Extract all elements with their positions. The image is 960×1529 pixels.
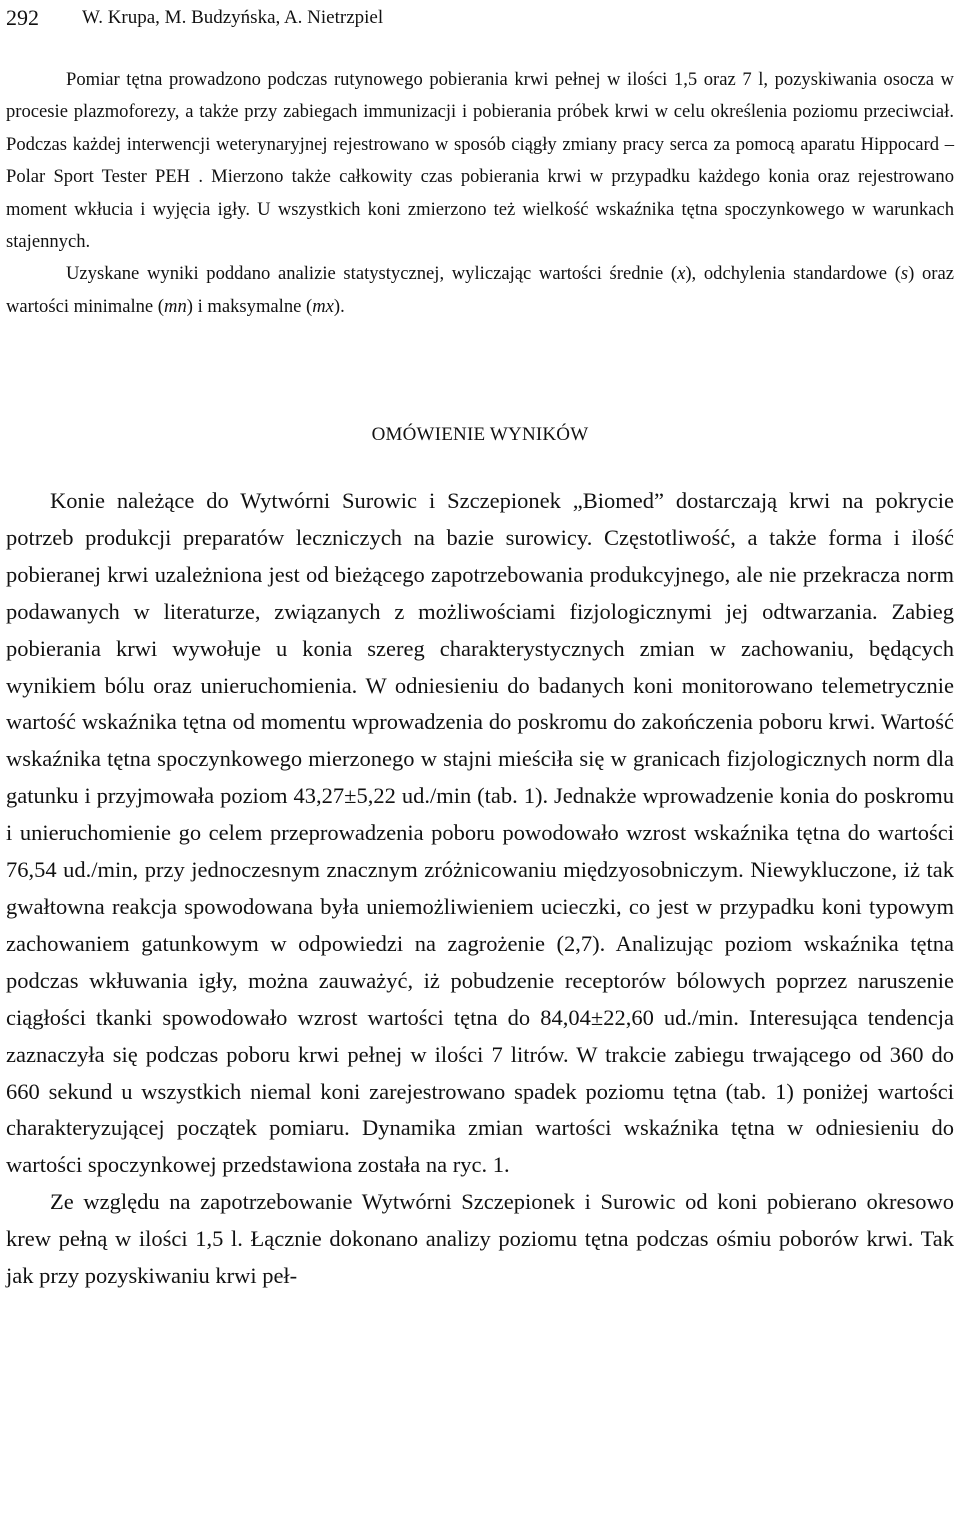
symbol-mean: x xyxy=(677,263,686,285)
methods-text: ), odchylenia standardowe ( xyxy=(685,263,901,285)
results-paragraph-2: Ze względu na zapotrzebowanie Wytwórni Szczepionek i Surowic od koni pobierano okresowo krew pełną w ilości 1,5 l. Łącznie dokonano analizy poziomu tętna podczas ośmiu poborów krwi. Tak jak przy pozyskiwaniu krwi peł- xyxy=(6,1189,954,1289)
methods-paragraph-1: Pomiar tętna prowadzono podczas rutynowego pobierania krwi pełnej w ilości 1,5 oraz 7 l, pozyskiwania osocza w procesie plazmoforezy, a także przy zabiegach immunizacji i pobierania próbek krwi w celu określenia poziomu przeciwciał. Podczas każdej interwencji weterynaryjnej rejestrowano w sposób ciągły zmiany pracy serca za pomocą aparatu Hippocard – Polar Sport Tester PEH . Mierzono także całkowity czas pobierania krwi w przypadku każdego konia oraz rejestrowano moment wkłucia i wyjęcia igły. U wszystkich koni zmierzono też wielkość wskaźnika tętna spoczynkowego w warunkach stajennych. xyxy=(6,69,954,253)
symbol-max: mx xyxy=(312,295,334,317)
results-section xyxy=(6,483,954,1295)
symbol-sd: s xyxy=(900,263,909,285)
running-header-authors: W. Krupa, M. Budzyńska, A. Nietrzpiel xyxy=(82,7,384,28)
methods-text: ). xyxy=(333,295,345,317)
methods-text: Uzyskane wyniki poddano analizie statystycznej, wyliczając wartości średnie ( xyxy=(66,263,678,285)
page-number: 292 xyxy=(6,5,39,30)
methods-section xyxy=(6,64,954,323)
methods-paragraph-2 xyxy=(6,258,954,323)
section-heading: OMÓWIENIE WYNIKÓW xyxy=(371,424,589,445)
symbol-min: mn xyxy=(164,295,187,317)
methods-text: ) oraz wartości minimalne ( xyxy=(6,263,954,317)
running-header xyxy=(6,4,954,34)
results-paragraph-1: Konie należące do Wytwórni Surowic i Szczepionek „Biomed” dostarczają krwi na pokrycie potrzeb produkcji preparatów leczniczych na bazie surowicy. Częstotliwość, a także forma i ilość pobieranej krwi uzależniona jest od bieżącego zapotrzebowania produkcyjnego, ale nie przekracza norm podawanych w literaturze, związanych z możliwościami fizjologicznymi jej odtwarzania. Zabieg pobierania krwi wywołuje u konia szereg charakterystycznych zmian w zachowaniu, będących wynikiem bólu oraz unieruchomienia. W odniesieniu do badanych koni monitorowano telemetrycznie wartość wskaźnika tętna od momentu wprowadzenia do poskromu do zakończenia poboru krwi. Wartość wskaźnika tętna spoczynkowego mierzonego w stajni mieściła się w granicach fizjologicznych norm dla gatunku i przyjmowała poziom 43,27±5,22 ud./min (tab. 1). Jednakże wprowadzenie konia do poskromu i unieruchomienie go celem przeprowadzenia poboru powodowało wzrost wskaźnika tętna do wartości 76,54 ud./min, przy jednoczesnym znacznym zróżnicowaniu międzyosobniczym. Niewykluczone, iż tak gwałtowna reakcja spowodowana była uniemożliwieniem ucieczki, co jest w przypadku koni typowym zachowaniem gatunkowym w odpowiedzi na zagrożenie (2,7). Analizując poziom wskaźnika tętna podczas wkłuwania igły, można zauważyć, iż pobudzenie receptorów bólowych poprzez naruszenie ciągłości tkanki spowodowało wzrost wartości tętna do 84,04±22,60 ud./min. Interesująca tendencja zaznaczyła się podczas poboru krwi pełnej w ilości 7 litrów. W trakcie zabiegu trwającego od 360 do 660 sekund u wszystkich niemal koni zarejestrowano spadek poziomu tętna (tab. 1) poniżej wartości charakteryzującej początek pomiaru. Dynamika zmian wartości wskaźnika tętna w odniesieniu do wartości spoczynkowej przedstawiona została na ryc. 1. xyxy=(6,488,954,1178)
methods-text: ) i maksymalne ( xyxy=(186,295,313,317)
